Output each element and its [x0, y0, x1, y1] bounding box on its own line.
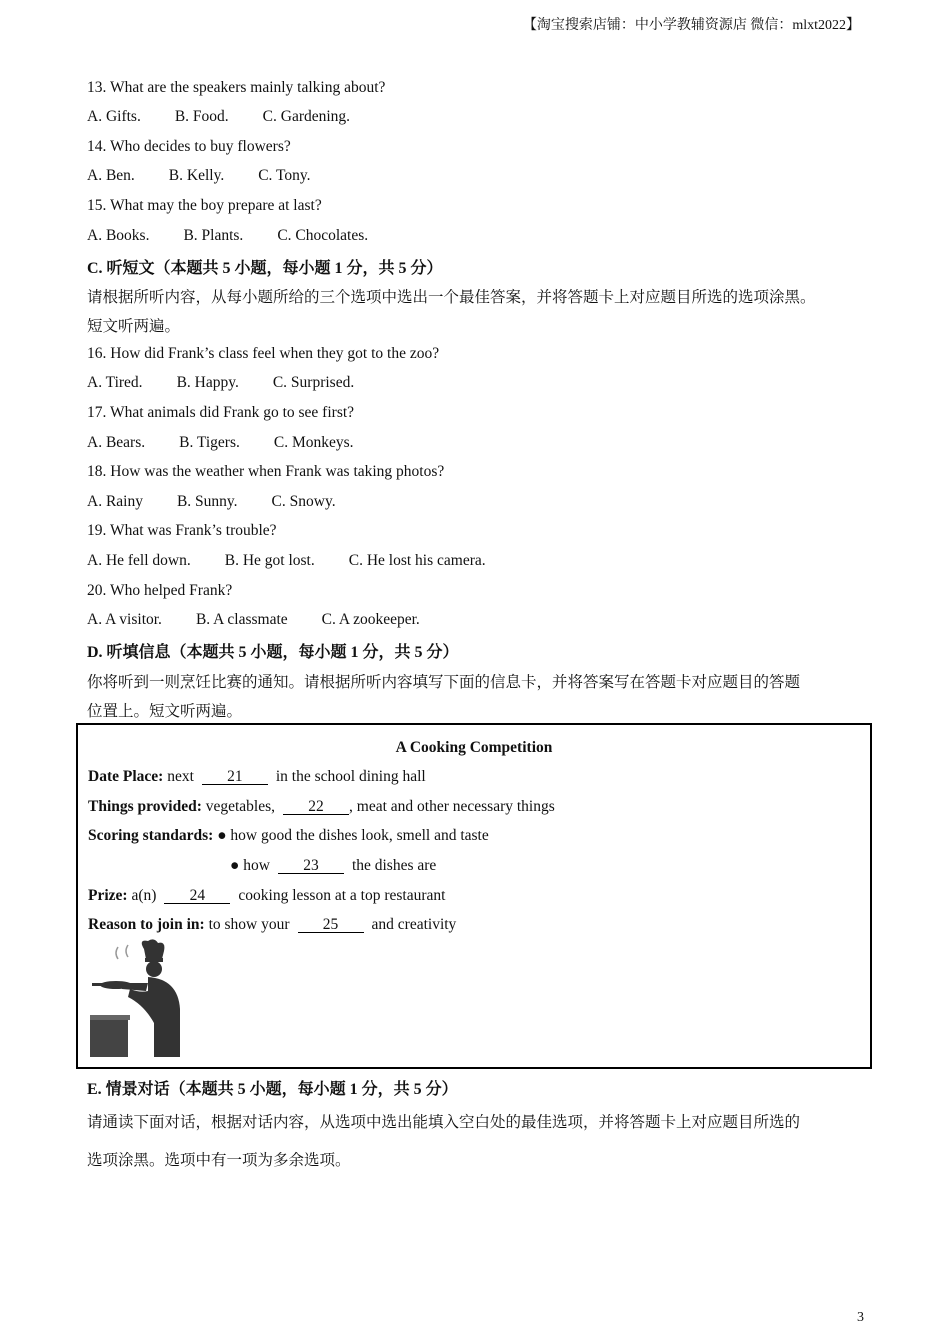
option-a: A. He fell down.: [87, 552, 191, 569]
option-b: B. Sunny.: [176, 493, 238, 510]
options-17: [87, 434, 388, 452]
option-c: C. Tony.: [258, 167, 311, 184]
question-15: 15. What may the boy prepare at last?: [87, 197, 322, 214]
options-18: [87, 493, 370, 511]
section-e-instructions: 请通读下面对话，根据对话内容，从选项中选出能填入空白处的最佳选项，并将答题卡上对应题目所选的: [87, 1114, 801, 1131]
blank-23: 23: [278, 858, 344, 874]
things-pre: vegetables,: [205, 798, 276, 815]
question-19: 19. What was Frank’s trouble?: [87, 522, 277, 539]
options-20: [87, 611, 454, 629]
question-17: 17. What animals did Frank go to see first?: [87, 404, 355, 421]
question-13: 13. What are the speakers mainly talking about?: [87, 79, 386, 96]
card-things-row: [88, 798, 555, 816]
section-d-instructions: 你将听到一则烹饪比赛的通知。请根据所听内容填写下面的信息卡，并将答案写在答题卡对应题目的答题: [87, 674, 801, 691]
chef-cooking-icon: [88, 939, 188, 1059]
option-a: A. Gifts.: [87, 108, 141, 125]
section-d-instructions-2: 位置上。短文听两遍。: [87, 703, 243, 720]
blank-25: 25: [298, 917, 364, 933]
section-e-instructions-2: 选项涂黑。选项中有一项为多余选项。: [87, 1152, 351, 1169]
option-b: B. Happy.: [176, 374, 239, 391]
option-a: A. Rainy: [87, 493, 143, 510]
blank-21: 21: [202, 769, 268, 785]
blank-24: 24: [164, 888, 230, 904]
section-c-instructions: 请根据所听内容，从每小题所给的三个选项中选出一个最佳答案，并将答题卡上对应题目所选的选项涂黑。: [87, 289, 816, 306]
option-b: B. Plants.: [183, 227, 244, 244]
options-19: [87, 552, 520, 570]
card-scoring-row: [88, 827, 489, 845]
reason-pre: to show your: [208, 916, 290, 933]
reason-post: and creativity: [371, 916, 457, 933]
prize-pre: a(n): [131, 887, 157, 904]
card-title: A Cooking Competition: [395, 739, 553, 756]
scoring-label: Scoring standards:: [88, 827, 214, 844]
option-a: A. Bears.: [87, 434, 146, 451]
option-b: B. A classmate: [195, 611, 288, 628]
option-b: B. Kelly.: [168, 167, 225, 184]
section-c-title: C. 听短文（本题共 5 小题，每小题 1 分，共 5 分）: [87, 260, 443, 277]
option-b: B. He got lost.: [224, 552, 315, 569]
card-scoring-row-2: [230, 857, 436, 875]
page-header: 【淘宝搜索店铺：中小学教辅资源店 微信：mlxt2022】: [522, 18, 860, 33]
options-15: [87, 227, 402, 245]
things-label: Things provided:: [88, 798, 202, 815]
option-c: C. He lost his camera.: [348, 552, 486, 569]
options-14: [87, 167, 345, 185]
option-c: C. Surprised.: [272, 374, 355, 391]
prize-label: Prize:: [88, 887, 128, 904]
options-16: [87, 374, 388, 392]
date-pre: next: [167, 768, 194, 785]
option-c: C. Monkeys.: [273, 434, 354, 451]
option-a: A. A visitor.: [87, 611, 162, 628]
section-e-title: E. 情景对话（本题共 5 小题，每小题 1 分，共 5 分）: [87, 1081, 458, 1098]
option-a: A. Tired.: [87, 374, 143, 391]
option-c: C. Gardening.: [262, 108, 351, 125]
date-post: in the school dining hall: [275, 768, 426, 785]
section-d-title: D. 听填信息（本题共 5 小题，每小题 1 分，共 5 分）: [87, 644, 459, 661]
option-b: B. Food.: [174, 108, 229, 125]
card-date-row: [88, 768, 426, 786]
option-c: C. Snowy.: [271, 493, 336, 510]
card-prize-row: [88, 887, 445, 905]
blank-22: 22: [283, 799, 349, 815]
option-a: A. Ben.: [87, 167, 135, 184]
option-a: A. Books.: [87, 227, 150, 244]
option-b: B. Tigers.: [179, 434, 240, 451]
reason-label: Reason to join in:: [88, 916, 205, 933]
option-c: C. Chocolates.: [277, 227, 369, 244]
question-18: 18. How was the weather when Frank was taking photos?: [87, 463, 445, 480]
date-label: Date Place:: [88, 768, 164, 785]
question-14: 14. Who decides to buy flowers?: [87, 138, 291, 155]
things-post: , meat and other necessary things: [349, 798, 555, 815]
card-reason-row: [88, 916, 456, 934]
question-16: 16. How did Frank’s class feel when they got to the zoo?: [87, 345, 440, 362]
scoring-standard-2-post: the dishes are: [351, 857, 437, 874]
options-13: [87, 108, 384, 126]
scoring-standard-2-pre: ● how: [230, 857, 270, 874]
scoring-standard-1: ● how good the dishes look, smell and taste: [217, 827, 489, 844]
section-c-instructions-2: 短文听两遍。: [87, 318, 181, 335]
option-c: C. A zookeeper.: [321, 611, 420, 628]
question-20: 20. Who helped Frank?: [87, 582, 233, 599]
prize-post: cooking lesson at a top restaurant: [238, 887, 446, 904]
info-card: [76, 723, 872, 1069]
page-number: 3: [857, 1310, 864, 1325]
